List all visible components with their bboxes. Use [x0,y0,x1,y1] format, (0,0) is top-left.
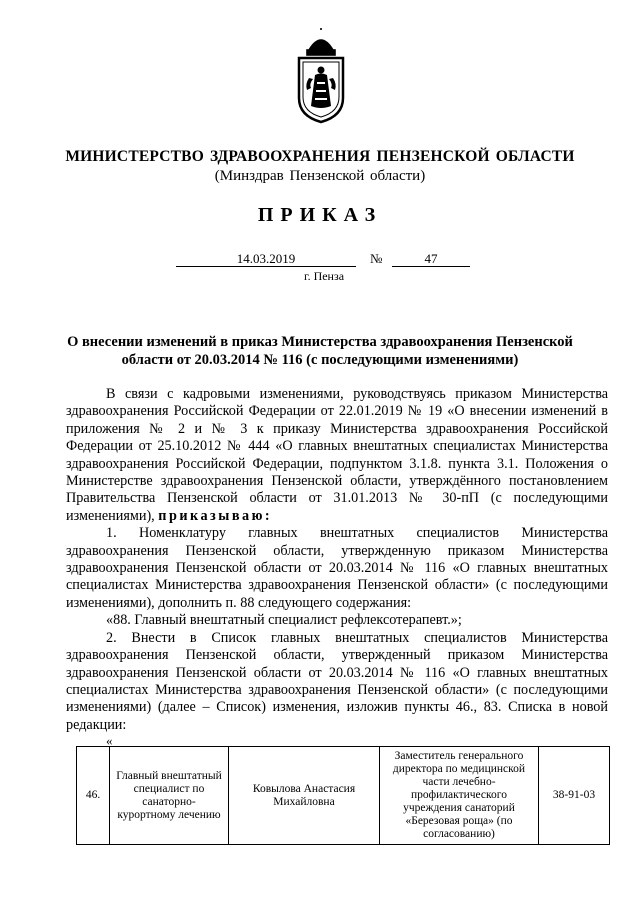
open-quote-mark: « [106,733,113,748]
order-city: г. Пенза [304,269,345,283]
ministry-title: МИНИСТЕРСТВО ЗДРАВООХРАНЕНИЯ ПЕНЗЕНСКОЙ ОБЛАСТИ [65,148,575,165]
specialist-table [76,746,610,845]
specialist-position: Главный внештатный специалист по санаторно-курортному лечению [110,747,229,845]
document-type: ПРИКАЗ [257,204,383,226]
number-sign: № [370,251,383,266]
specialist-phone: 38-91-03 [539,747,610,845]
order-number: 47 [392,251,470,267]
intro-text: В связи с кадровыми изменениями, руководствуясь приказом Министерства здравоохранения Российской Федерации от 22.01.2019 № 19 «О внесении изменений в приложения № 2 и № 3 к приказу Министерства здравоохранения Российской Федерации от 25.10.2012 № 444 «О главных внештатных специалистах Министерства здравоохранения Российской Федерации, подпунктом 3.1.8. пункта 3.1. Положения о Министерстве здравоохранения Пензенской области, утверждённого постановлением Правительства Пензенской области от 31.01.2013 № 30-пП (с последующими изменениями), [66,386,608,524]
ministry-short-name: (Минздрав Пензенской области) [214,168,426,184]
penza-coat-of-arms-icon [291,28,351,126]
specialist-post: Заместитель генерального директора по медицинской части лечебно-профилактического учреждения санаторий «Березовая роща» (по согласованию) [380,747,539,845]
table-row [77,747,610,845]
item-1-quote: «88. Главный внештатный специалист рефлексотерапевт.»; [106,612,462,629]
order-body [66,386,608,734]
order-date: 14.03.2019 [176,251,356,267]
row-number: 46. [77,747,110,845]
specialist-name: Ковылова Анастасия Михайловна [229,747,380,845]
order-heading: О внесении изменений в приказ Министерства здравоохранения Пензенской области от 20.03.2014 № 116 (с последующими изменениями) [67,334,573,368]
item-1-paragraph: 1. Номенклатуру главных внештатных специалистов Министерства здравоохранения Пензенской области, утвержденную приказом Министерства здравоохранения Пензенской области от 20.03.2014 № 116 «О главных внештатных специалистах Министерства здравоохранения Пензенской области» (с последующими изменениями), дополнить п. 88 следующего содержания: [66,525,608,611]
item-2-paragraph: 2. Внести в Список главных внештатных специалистов Министерства здравоохранения Пензенской области, утвержденный приказом Министерства здравоохранения Пензенской области от 20.03.2014 № 116 «О главных внештатных специалистах Министерства здравоохранения Пензенской области» (с последующими изменениями) (далее – Список) изменения, изложив пункты 46., 83. Списка в новой редакции: [66,629,608,733]
order-word: приказываю: [158,507,273,524]
intro-paragraph [66,386,608,525]
